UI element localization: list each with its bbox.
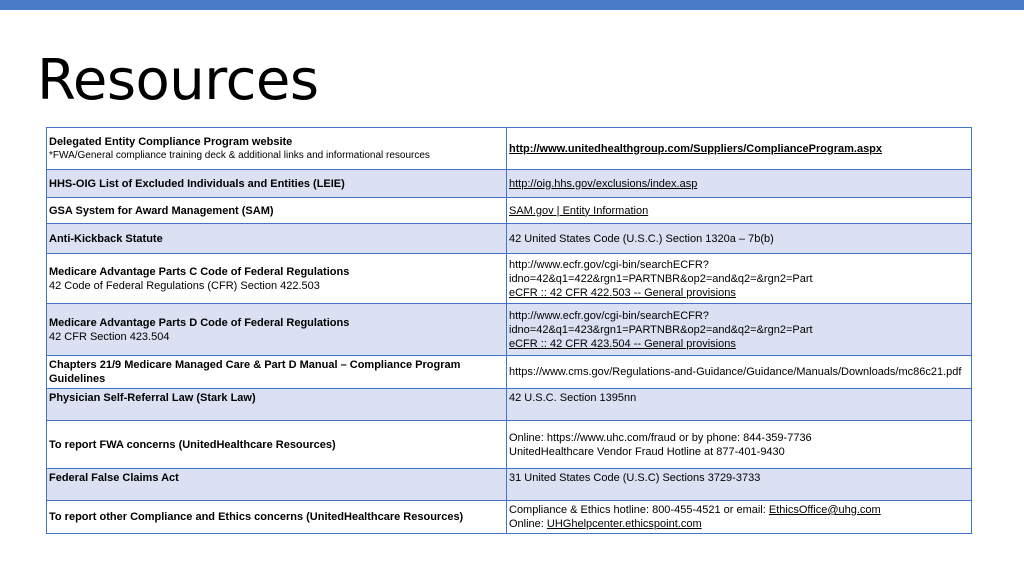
resource-name-cell bbox=[47, 128, 507, 170]
resource-link-cell bbox=[507, 254, 972, 304]
resource-citation: 42 U.S.C. Section 1395nn bbox=[509, 392, 637, 404]
resource-name-cell bbox=[47, 254, 507, 304]
resource-title: Delegated Entity Compliance Program website bbox=[49, 135, 293, 148]
resource-text-cell bbox=[507, 389, 972, 421]
top-accent-bar bbox=[0, 0, 1024, 10]
resource-title: GSA System for Award Management (SAM) bbox=[49, 204, 274, 217]
table-row bbox=[47, 224, 972, 254]
ethics-hotline-line bbox=[509, 503, 969, 517]
ethics-online-label: Online: bbox=[509, 518, 547, 530]
resource-name-cell bbox=[47, 198, 507, 224]
fwa-online-phone: Online: https://www.uhc.com/fraud or by phone: 844-359-7736 bbox=[509, 431, 812, 444]
sam-gov-link[interactable]: SAM.gov | Entity Information bbox=[509, 204, 649, 217]
resource-link-cell bbox=[507, 128, 972, 170]
table-row bbox=[47, 469, 972, 501]
resource-subtitle: 42 Code of Federal Regulations (CFR) Section 422.503 bbox=[49, 279, 320, 292]
oig-exclusions-link[interactable]: http://oig.hhs.gov/exclusions/index.asp bbox=[509, 177, 698, 190]
resource-title: Federal False Claims Act bbox=[49, 472, 179, 484]
resource-title: Medicare Advantage Parts D Code of Federal Regulations bbox=[49, 316, 350, 329]
resource-subtitle: 42 CFR Section 423.504 bbox=[49, 330, 170, 343]
resource-name-cell bbox=[47, 389, 507, 421]
resource-name-cell bbox=[47, 224, 507, 254]
resource-title: Chapters 21/9 Medicare Managed Care & Part D Manual – Compliance Program Guidelines bbox=[49, 359, 461, 385]
resource-subtitle: *FWA/General compliance training deck & additional links and informational resources bbox=[49, 149, 430, 161]
resources-table bbox=[46, 127, 972, 534]
resource-citation: 31 United States Code (U.S.C) Sections 3729-3733 bbox=[509, 472, 761, 484]
table-row bbox=[47, 421, 972, 469]
ethics-online-line bbox=[509, 517, 969, 531]
ecfr-url-text: http://www.ecfr.gov/cgi-bin/searchECFR?idno=42&q1=423&rgn1=PARTNBR&op2=and&q2=&rgn2=Part bbox=[509, 309, 813, 336]
resource-name-cell bbox=[47, 356, 507, 389]
ecfr-423-link[interactable]: eCFR :: 42 CFR 423.504 -- General provisions bbox=[509, 337, 736, 350]
resource-name-cell bbox=[47, 421, 507, 469]
table-row bbox=[47, 170, 972, 198]
resource-link-cell bbox=[507, 170, 972, 198]
page-title: Resources bbox=[37, 48, 319, 113]
resource-name-cell bbox=[47, 170, 507, 198]
table-row bbox=[47, 198, 972, 224]
resource-citation: 42 United States Code (U.S.C.) Section 1320a – 7b(b) bbox=[509, 232, 774, 245]
resource-link-cell bbox=[507, 304, 972, 356]
ethics-hotline-text: Compliance & Ethics hotline: 800-455-4521 or email: bbox=[509, 504, 769, 516]
cms-manual-url: https://www.cms.gov/Regulations-and-Guidance/Guidance/Manuals/Downloads/mc86c21.pdf bbox=[509, 366, 962, 378]
resource-text-cell bbox=[507, 356, 972, 389]
resource-title: Anti-Kickback Statute bbox=[49, 232, 163, 245]
resource-contact-cell bbox=[507, 501, 972, 534]
table-row bbox=[47, 356, 972, 389]
resource-title: To report other Compliance and Ethics concerns (UnitedHealthcare Resources) bbox=[49, 511, 464, 523]
resource-title: To report FWA concerns (UnitedHealthcare Resources) bbox=[49, 438, 336, 451]
table-row bbox=[47, 389, 972, 421]
table-row bbox=[47, 304, 972, 356]
resource-title: Medicare Advantage Parts C Code of Federal Regulations bbox=[49, 265, 350, 278]
ecfr-422-link[interactable]: eCFR :: 42 CFR 422.503 -- General provisions bbox=[509, 286, 736, 299]
table-row bbox=[47, 128, 972, 170]
resource-text-cell bbox=[507, 469, 972, 501]
resource-link-cell bbox=[507, 198, 972, 224]
resource-title: Physician Self-Referral Law (Stark Law) bbox=[49, 392, 256, 404]
resource-contact-cell bbox=[507, 421, 972, 469]
resource-title: HHS-OIG List of Excluded Individuals and Entities (LEIE) bbox=[49, 177, 345, 190]
resource-name-cell bbox=[47, 501, 507, 534]
table-row bbox=[47, 501, 972, 534]
resource-name-cell bbox=[47, 304, 507, 356]
ethicspoint-link[interactable]: UHGhelpcenter.ethicspoint.com bbox=[546, 518, 702, 530]
ecfr-url-text: http://www.ecfr.gov/cgi-bin/searchECFR?idno=42&q1=422&rgn1=PARTNBR&op2=and&q2=&rgn2=Part bbox=[509, 258, 813, 285]
resource-name-cell bbox=[47, 469, 507, 501]
compliance-program-link[interactable]: http://www.unitedhealthgroup.com/Suppliers/ComplianceProgram.aspx bbox=[509, 142, 883, 155]
ethics-email-link[interactable]: EthicsOffice@uhg.com bbox=[768, 504, 881, 516]
resource-text-cell bbox=[507, 224, 972, 254]
table-row bbox=[47, 254, 972, 304]
fwa-hotline: UnitedHealthcare Vendor Fraud Hotline at 877-401-9430 bbox=[509, 445, 785, 458]
